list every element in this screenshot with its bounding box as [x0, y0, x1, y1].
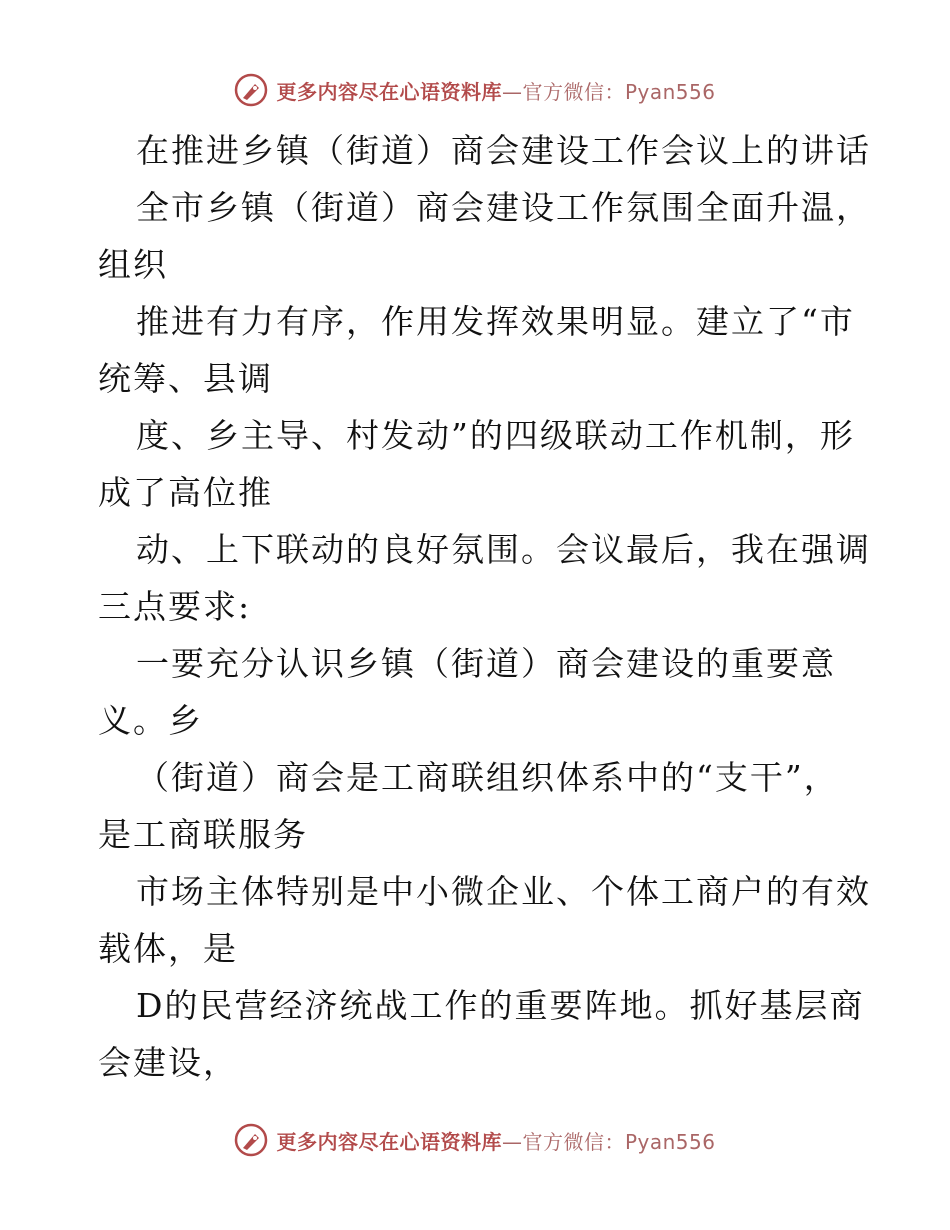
banner-contact: —官方微信：Pyan556 [501, 1129, 716, 1154]
banner-contact: —官方微信：Pyan556 [501, 79, 716, 104]
paragraph-line: D的民营经济统战工作的重要阵地。抓好基层商 [136, 986, 865, 1025]
paragraph-line: 成了高位推 [98, 473, 273, 512]
paragraph-line: 统筹、县调 [98, 359, 273, 398]
watermark-banner [234, 73, 715, 107]
paragraph-line: 义。乡 [98, 701, 203, 740]
document-body [98, 122, 871, 1091]
page-footer [0, 1120, 950, 1160]
banner-title: 更多内容尽在心语资料库 [276, 79, 502, 104]
paragraph-line: 是工商联服务 [98, 815, 308, 854]
paragraph-line: 组织 [98, 245, 168, 284]
doc-title: 在推进乡镇（街道）商会建设工作会议上的讲话 [136, 131, 871, 170]
paragraph-line: 全市乡镇（街道）商会建设工作氛围全面升温， [136, 188, 871, 227]
paragraph-line: 市场主体特别是中小微企业、个体工商户的有效 [136, 872, 871, 911]
pen-nib-logo-icon [234, 73, 268, 107]
paragraph-line: 会建设， [98, 1043, 238, 1082]
paragraph-line: 动、上下联动的良好氛围。会议最后，我在强调 [136, 530, 871, 569]
paragraph-line: 一要充分认识乡镇（街道）商会建设的重要意 [136, 644, 836, 683]
paragraph-line: （街道）商会是工商联组织体系中的“支干”， [136, 758, 839, 797]
paragraph-line: 推进有力有序，作用发挥效果明显。建立了“市 [136, 302, 855, 341]
banner-title: 更多内容尽在心语资料库 [276, 1129, 502, 1154]
paragraph-line: 载体，是 [98, 929, 238, 968]
paragraph-line: 度、乡主导、村发动”的四级联动工作机制，形 [136, 416, 855, 455]
pen-nib-logo-icon [234, 1123, 268, 1157]
paragraph-line: 三点要求: [98, 587, 252, 626]
page-header [0, 70, 950, 110]
watermark-banner [234, 1123, 715, 1157]
